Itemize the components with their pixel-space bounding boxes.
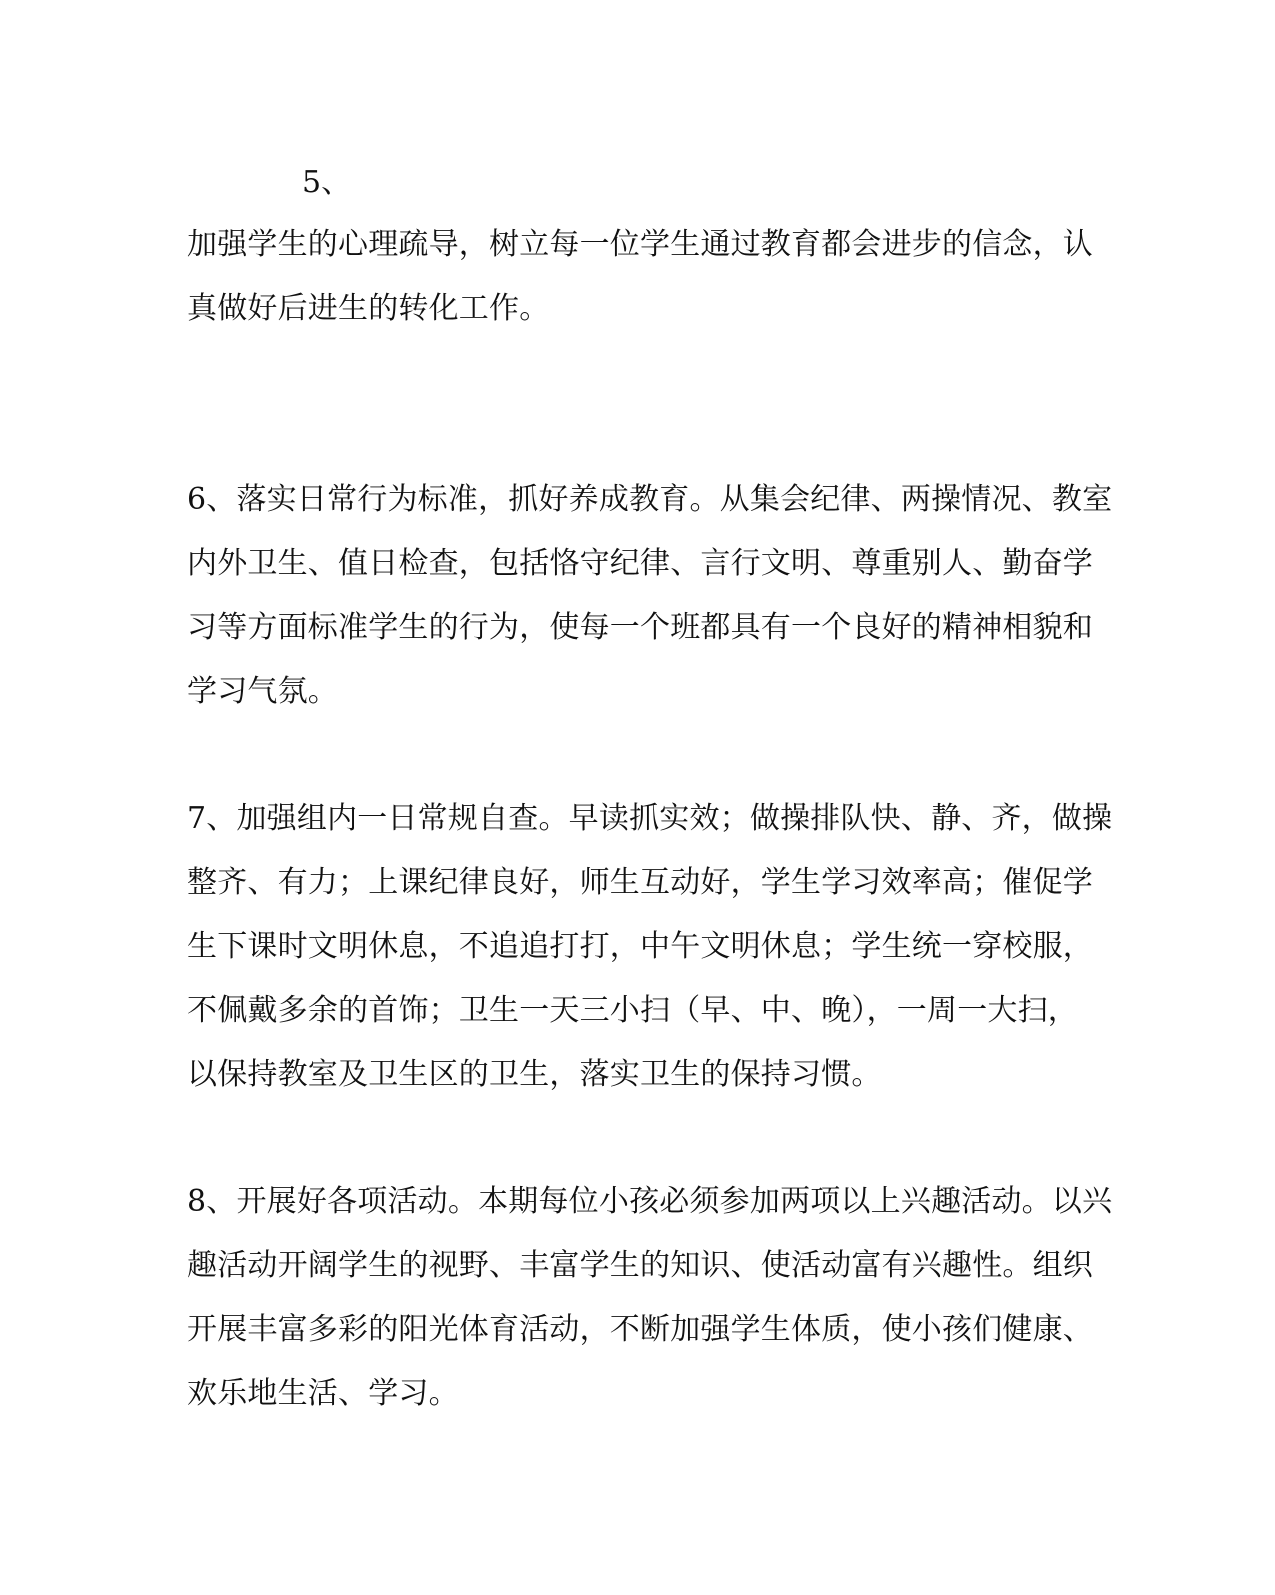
item-6-line-3: 习等方面标准学生的行为，使每一个班都具有一个良好的精神相貌和 (187, 610, 1093, 645)
item-7-line-5: 以保持教室及卫生区的卫生，落实卫生的保持习惯。 (187, 1057, 882, 1092)
item-7-line-1: 7、加强组内一日常规自查。早读抓实效；做操排队快、静、齐，做操 (187, 801, 1113, 836)
item-7-line-4: 不佩戴多余的首饰；卫生一天三小扫（早、中、晚），一周一大扫， (187, 993, 1078, 1028)
item-8-line-3: 开展丰富多彩的阳光体育活动，不断加强学生体质，使小孩们健康、 (187, 1312, 1093, 1347)
item-8-line-1: 8、开展好各项活动。本期每位小孩必须参加两项以上兴趣活动。以兴 (187, 1184, 1113, 1219)
item-6-line-2: 内外卫生、值日检查，包括恪守纪律、言行文明、尊重别人、勤奋学 (187, 546, 1093, 581)
item-6-line-1: 6、落实日常行为标准，抓好养成教育。从集会纪律、两操情况、教室 (187, 482, 1113, 517)
item-5-line-1: 加强学生的心理疏导，树立每一位学生通过教育都会进步的信念，认 (187, 227, 1093, 262)
item-6-line-4: 学习气氛。 (187, 674, 338, 709)
item-7-line-3: 生下课时文明休息，不追追打打，中午文明休息；学生统一穿校服， (187, 929, 1093, 964)
item-5-line-2: 真做好后进生的转化工作。 (187, 291, 550, 326)
item-5-number: 5、 (302, 165, 352, 200)
item-8-line-4: 欢乐地生活、学习。 (187, 1376, 459, 1411)
item-8-line-2: 趣活动开阔学生的视野、丰富学生的知识、使活动富有兴趣性。组织 (187, 1248, 1093, 1283)
item-7-line-2: 整齐、有力；上课纪律良好，师生互动好，学生学习效率高；催促学 (187, 865, 1093, 900)
